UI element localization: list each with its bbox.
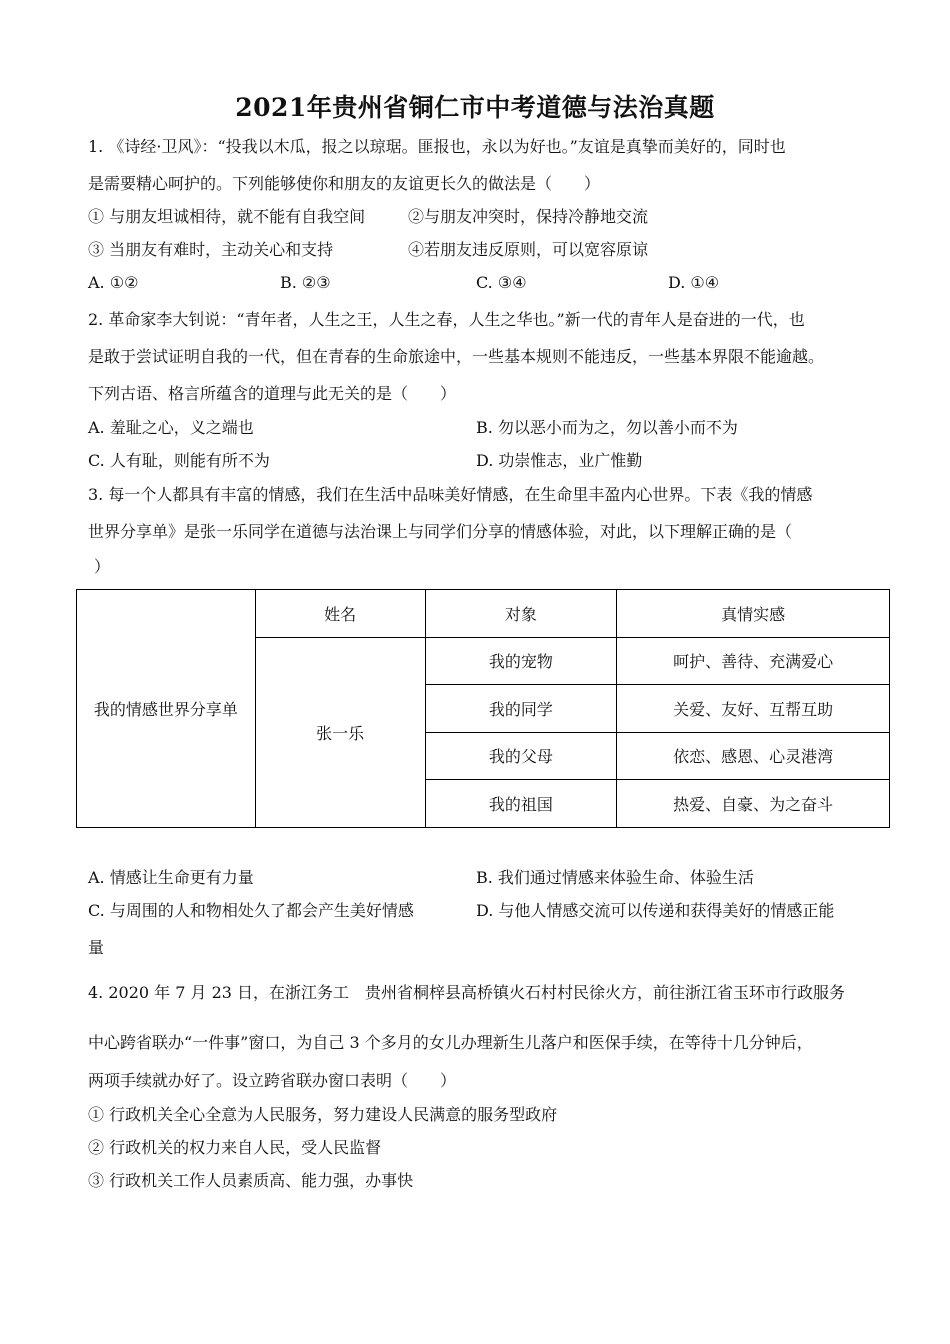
table-cell-object: 我的父母 <box>425 732 617 780</box>
table-cell-object: 我的同学 <box>425 685 617 733</box>
table-cell-feeling: 热爱、自豪、为之奋斗 <box>617 780 890 828</box>
q3-option-d-wrap: 量 <box>88 938 105 957</box>
q1-item-2: ②与朋友冲突时，保持冷静地交流 <box>408 207 649 226</box>
table-cell-object: 我的宠物 <box>425 637 617 685</box>
q3-option-d: D. 与他人情感交流可以传递和获得美好的情感正能 <box>476 901 835 920</box>
q3-option-c: C. 与周围的人和物相处久了都会产生美好情感 <box>88 901 414 920</box>
q4-item-2: ② 行政机关的权力来自人民，受人民监督 <box>88 1138 382 1157</box>
table-header-row <box>77 590 890 638</box>
q1-item-1: ① 与朋友坦诚相待，就不能有自我空间 <box>88 207 366 226</box>
q2-option-c: C. 人有耻，则能有所不为 <box>88 451 270 470</box>
q4-stem-line-2: 中心跨省联办“一件事”窗口，为自己 3 个多月的女儿办理新生儿落户和医保手续，在等待十几分钟后， <box>88 1033 813 1052</box>
table-row-header: 我的情感世界分享单 <box>77 590 256 828</box>
q3-stem-line-3: ） <box>94 557 111 576</box>
q2-stem-line-3: 下列古语、格言所蕴含的道理与此无关的是（ ） <box>88 384 457 403</box>
q4-item-1: ① 行政机关全心全意为人民服务，努力建设人民满意的服务型政府 <box>88 1105 558 1124</box>
emotion-share-table <box>76 589 890 828</box>
q4-stem-line-1: 4. 2020 年 7 月 23 日，在浙江务工 贵州省桐梓县高桥镇火石村村民徐火方，前往浙江省玉环市行政服务 <box>88 983 846 1002</box>
q1-stem-line-1: 1. 《诗经·卫风》：“投我以木瓜，报之以琼琚。匪报也，永以为好也。”友谊是真挚而美好的，同时也 <box>88 137 786 156</box>
table-header-name: 姓名 <box>255 590 425 638</box>
q1-option-a: A. ①② <box>88 273 139 292</box>
q2-stem-line-1: 2. 革命家李大钊说：“青年者，人生之王，人生之春，人生之华也。”新一代的青年人是奋进的一代，也 <box>88 310 805 329</box>
q1-option-d: D. ①④ <box>668 273 720 292</box>
table-header-object: 对象 <box>425 590 617 638</box>
q2-option-d: D. 功崇惟志，业广惟勤 <box>476 451 643 470</box>
q1-item-3: ③ 当朋友有难时，主动关心和支持 <box>88 240 334 259</box>
q3-stem-line-2: 世界分享单》是张一乐同学在道德与法治课上与同学们分享的情感体验，对此，以下理解正确的是（ <box>88 522 793 541</box>
q2-option-a: A. 羞耻之心，义之端也 <box>88 418 254 437</box>
q3-option-a: A. 情感让生命更有力量 <box>88 868 254 887</box>
q2-stem-line-2: 是敢于尝试证明自我的一代，但在青春的生命旅途中，一些基本规则不能违反，一些基本界限不能逾越。 <box>88 347 825 366</box>
q1-item-4: ④若朋友违反原则，可以宽容原谅 <box>408 240 649 259</box>
q1-option-b: B. ②③ <box>280 273 331 292</box>
table-cell-feeling: 关爱、友好、互帮互助 <box>617 685 890 733</box>
table-cell-object: 我的祖国 <box>425 780 617 828</box>
q4-item-3: ③ 行政机关工作人员素质高、能力强，办事快 <box>88 1171 414 1190</box>
q1-option-c: C. ③④ <box>476 273 527 292</box>
table-cell-feeling: 依恋、感恩、心灵港湾 <box>617 732 890 780</box>
table-cell-feeling: 呵护、善待、充满爱心 <box>617 637 890 685</box>
table-header-feeling: 真情实感 <box>617 590 890 638</box>
q2-option-b: B. 勿以恶小而为之，勿以善小而不为 <box>476 418 738 437</box>
q3-option-b: B. 我们通过情感来体验生命、体验生活 <box>476 868 754 887</box>
q4-stem-line-3: 两项手续就办好了。设立跨省联办窗口表明（ ） <box>88 1071 457 1090</box>
q3-stem-line-1: 3. 每一个人都具有丰富的情感，我们在生活中品味美好情感，在生命里丰盈内心世界。下表《我的情感 <box>88 485 813 504</box>
page-title: 2021年贵州省铜仁市中考道德与法治真题 <box>235 93 715 122</box>
table-cell-name: 张一乐 <box>255 637 425 827</box>
q1-stem-line-2: 是需要精心呵护的。下列能够使你和朋友的友谊更长久的做法是（ ） <box>88 174 601 193</box>
